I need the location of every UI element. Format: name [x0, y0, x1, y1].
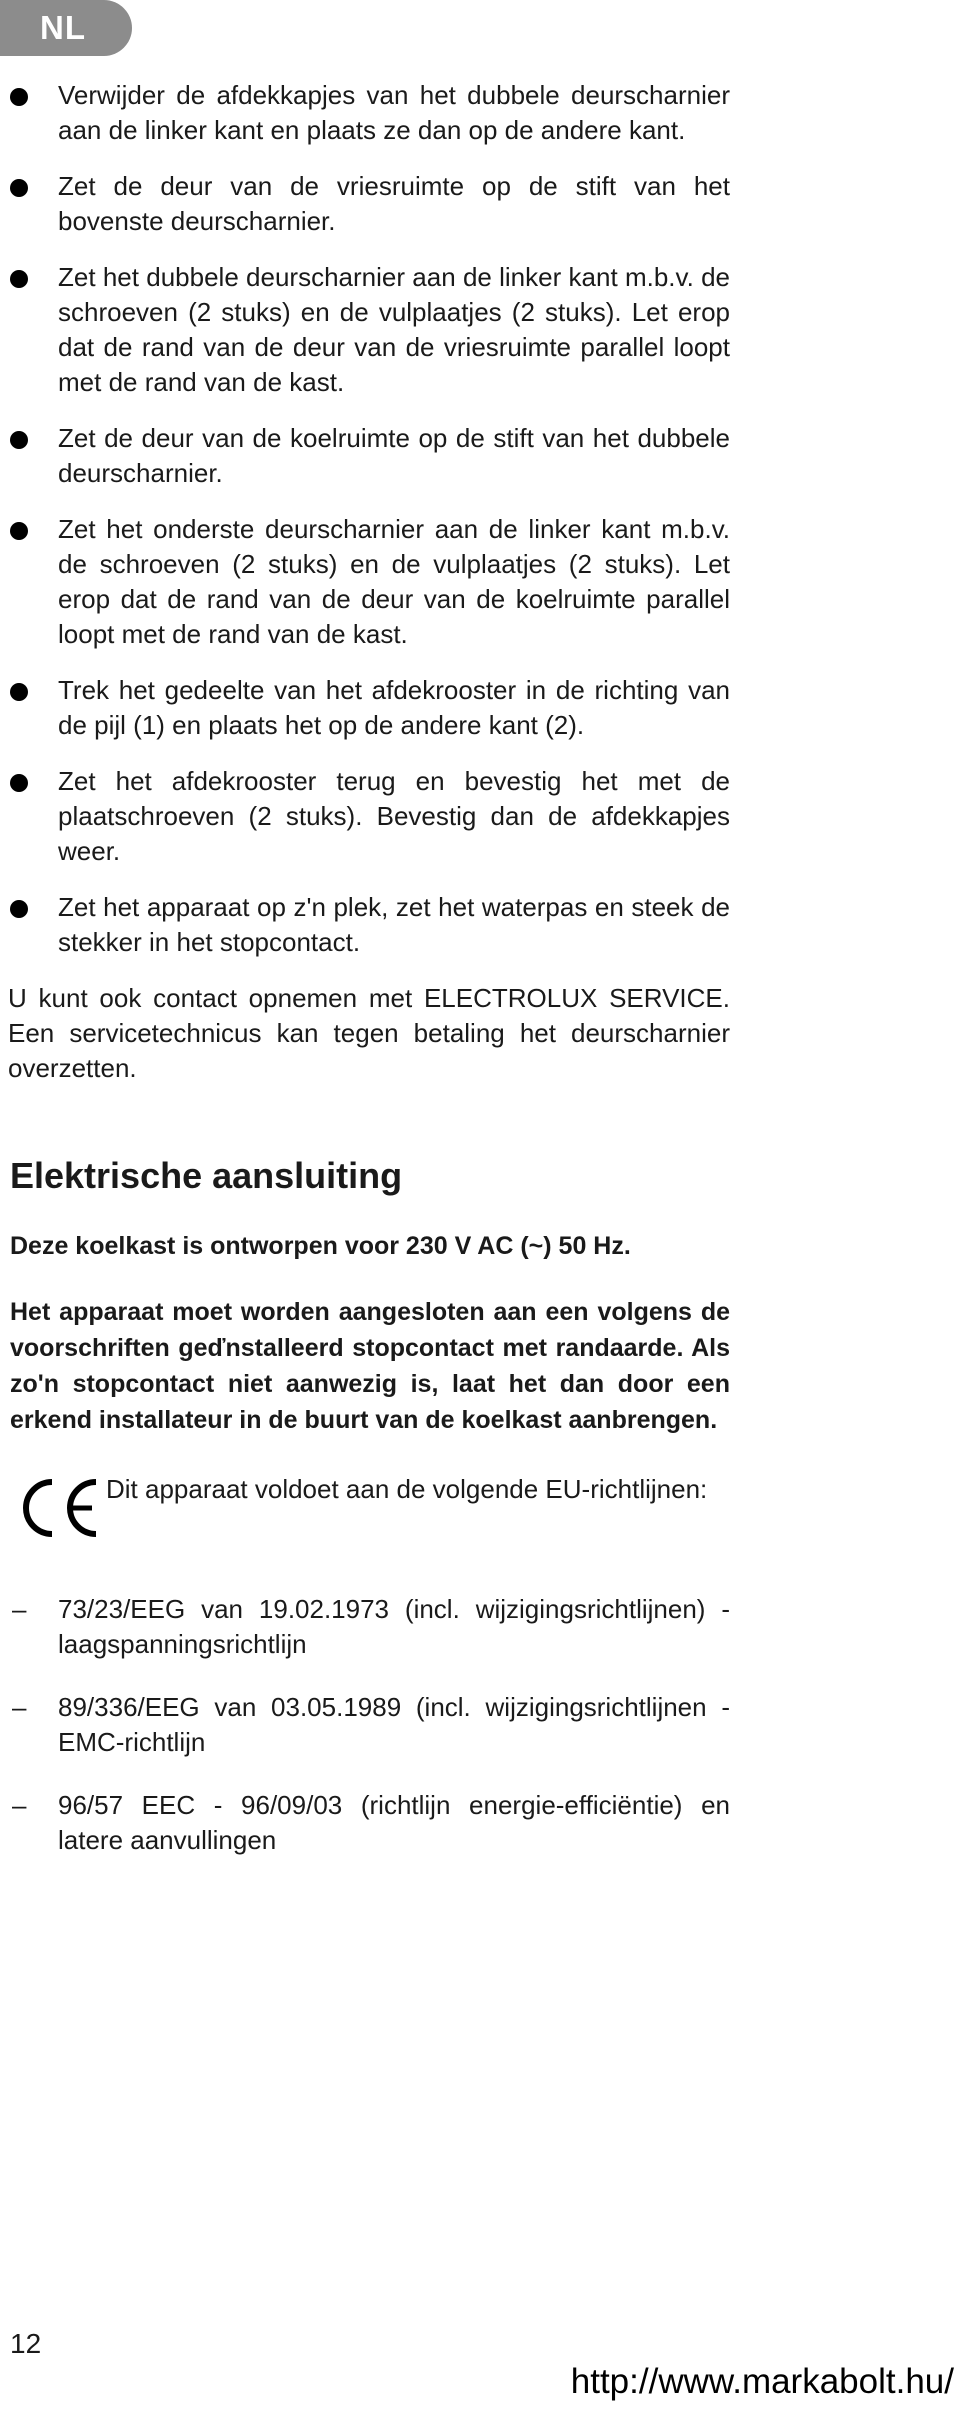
- list-item-text: Zet het onderste deurscharnier aan de linker kant m.b.v. de schroeven (2 stuks) en de vulplaatjes (2 stuks). Let erop dat de rand van de deur van de koelruimte parallel loopt met de rand van de kast.: [58, 514, 730, 649]
- bullet-icon: [10, 683, 28, 701]
- list-item-text: Trek het gedeelte van het afdekrooster in de richting van de pijl (1) en plaats het op de andere kant (2).: [58, 675, 730, 740]
- list-item-text: Zet het dubbele deurscharnier aan de linker kant m.b.v. de schroeven (2 stuks) en de vulplaatjes (2 stuks). Let erop dat de rand van de deur van de vriesruimte parallel loopt met de rand van de kast.: [58, 262, 730, 397]
- site-url[interactable]: http://www.markabolt.hu/: [570, 2362, 954, 2401]
- voltage-note: Deze koelkast is ontworpen voor 230 V AC (~) 50 Hz.: [10, 1232, 631, 1260]
- ce-mark-icon: [14, 1476, 102, 1540]
- bullet-icon: [10, 179, 28, 197]
- dash-icon: –: [12, 1594, 27, 1624]
- page-number: 12: [10, 2328, 42, 2359]
- list-item-text: Zet de deur van de vriesruimte op de stift van het bovenste deurscharnier.: [58, 171, 730, 236]
- list-item-text: Zet het apparaat op z'n plek, zet het waterpas en steek de stekker in het stopcontact.: [58, 892, 730, 957]
- bullet-icon: [10, 900, 28, 918]
- dash-icon: –: [12, 1790, 27, 1820]
- list-item: [0, 260, 730, 400]
- list-item: [0, 890, 730, 960]
- service-note: U kunt ook contact opnemen met ELECTROLUX SERVICE. Een servicetechnicus kan tegen betaling het deurscharnier overzetten.: [8, 983, 730, 1083]
- section-title: Elektrische aansluiting: [10, 1155, 403, 1196]
- list-item: [0, 1788, 730, 1858]
- bullet-icon: [10, 431, 28, 449]
- list-item: [0, 673, 730, 743]
- list-item-text: 89/336/EEG van 03.05.1989 (incl. wijzigingsrichtlijnen - EMC-richtlijn: [58, 1692, 730, 1757]
- ce-compliance: [10, 1472, 730, 1552]
- bullet-icon: [10, 270, 28, 288]
- list-item: [0, 1690, 730, 1760]
- ce-text: Dit apparaat voldoet aan de volgende EU-richtlijnen:: [106, 1474, 708, 1504]
- list-item: [0, 764, 730, 869]
- list-item-text: 73/23/EEG van 19.02.1973 (incl. wijzigingsrichtlijnen) - laagspanningsrichtlijn: [58, 1594, 730, 1659]
- bullet-icon: [10, 774, 28, 792]
- list-item: [0, 78, 730, 148]
- earthing-note: Het apparaat moet worden aangesloten aan een volgens de voorschriften geďnstalleerd stopcontact met randaarde. Als zo'n stopcontact niet aanwezig is, laat het dan door een erkend installateur in de buurt van de koelkast aanbrengen.: [10, 1298, 730, 1434]
- list-item: [0, 512, 730, 652]
- list-item-text: Zet de deur van de koelruimte op de stift van het dubbele deurscharnier.: [58, 423, 730, 488]
- list-item: [0, 1592, 730, 1662]
- instruction-list: [0, 78, 730, 960]
- language-badge: NL: [0, 0, 132, 56]
- bullet-icon: [10, 522, 28, 540]
- directive-list: [0, 1592, 730, 1858]
- list-item-text: 96/57 EEC - 96/09/03 (richtlijn energie-efficiëntie) en latere aanvullingen: [58, 1790, 730, 1855]
- list-item: [0, 421, 730, 491]
- bullet-icon: [10, 88, 28, 106]
- page-content: [0, 78, 730, 1886]
- list-item-text: Zet het afdekrooster terug en bevestig het met de plaatschroeven (2 stuks). Bevestig dan de afdekkapjes weer.: [58, 766, 730, 866]
- list-item: [0, 169, 730, 239]
- list-item-text: Verwijder de afdekkapjes van het dubbele deurscharnier aan de linker kant en plaats ze dan op de andere kant.: [58, 80, 730, 145]
- dash-icon: –: [12, 1692, 27, 1722]
